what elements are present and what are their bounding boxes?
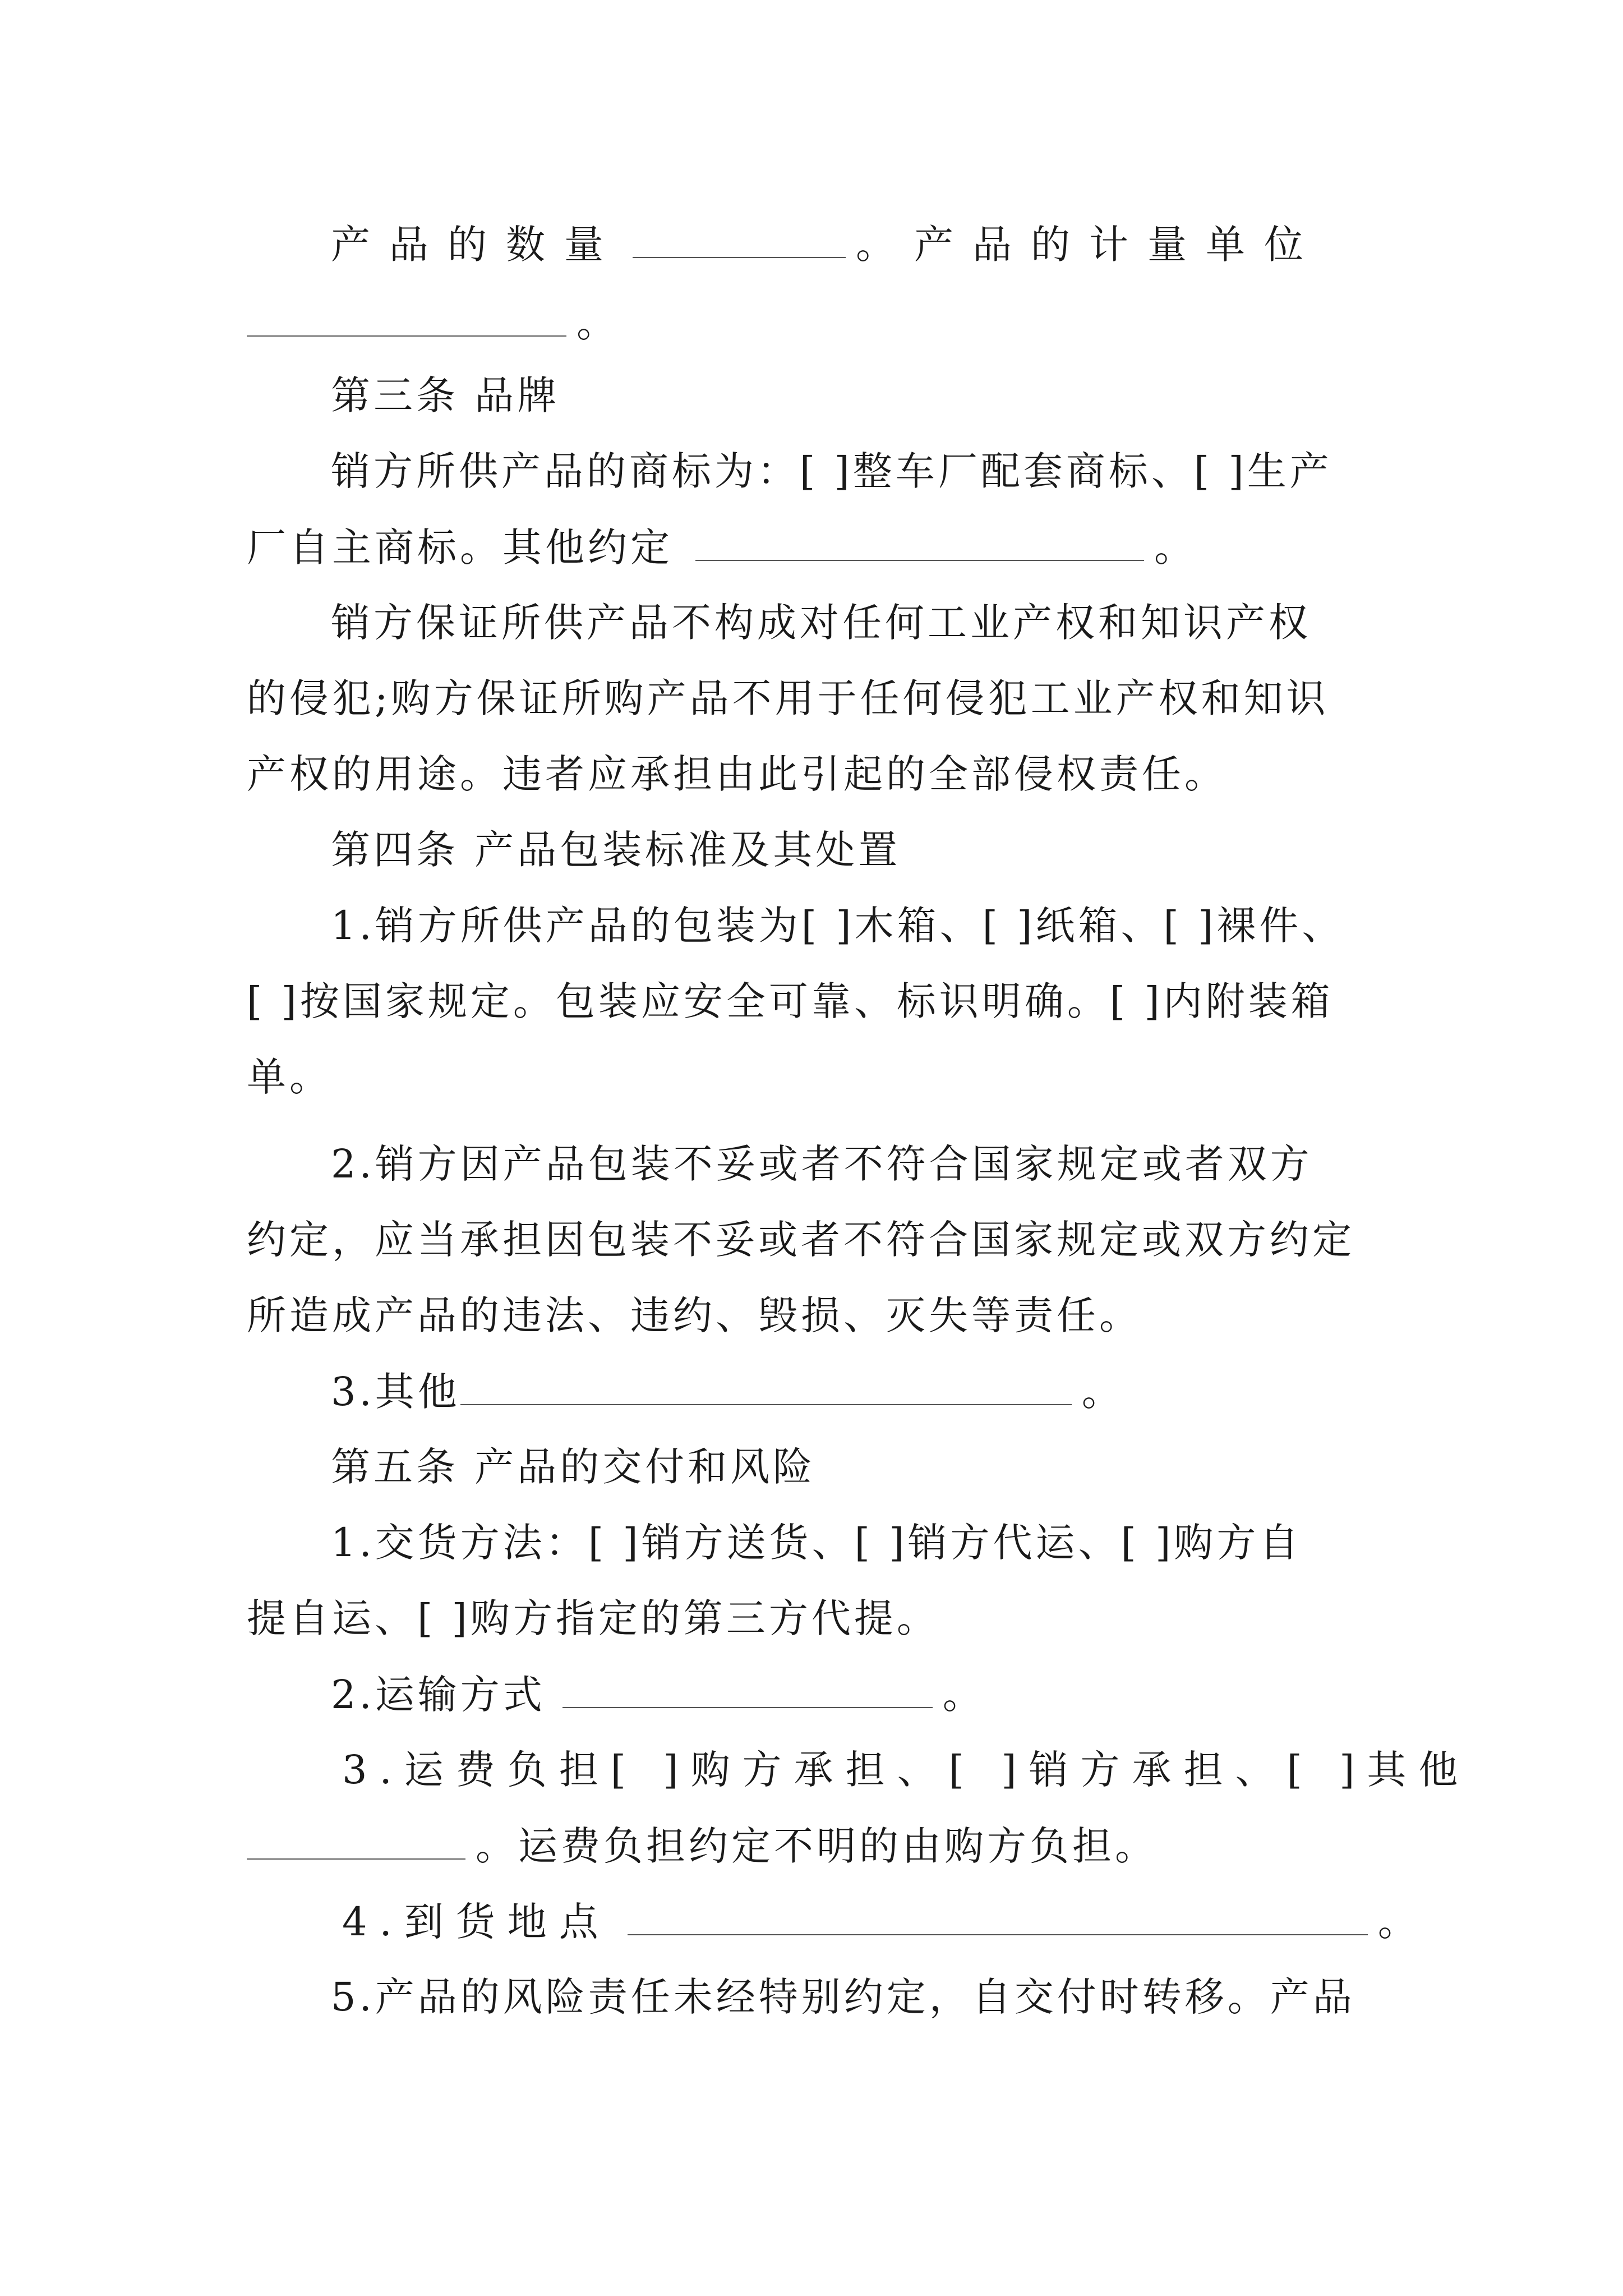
text-segment: 2.运输方式 bbox=[331, 1672, 546, 1718]
text-line bbox=[342, 1899, 1430, 1945]
text-line bbox=[247, 300, 619, 346]
text-segment: 。运费负担约定不明的由购方负担。 bbox=[476, 1823, 1158, 1869]
text-line: 销方保证所供产品不构成对任何工业产权和知识产权 bbox=[331, 600, 1311, 646]
text-line bbox=[331, 1369, 1124, 1415]
text-line: 单。 bbox=[247, 1054, 332, 1100]
section-heading: 第三条 品牌 bbox=[331, 372, 560, 418]
text-line: 提自运、[ ]购方指定的第三方代提。 bbox=[247, 1595, 939, 1641]
text-line: 2.销方因产品包装不妥或者不符合国家规定或者双方 bbox=[331, 1141, 1313, 1187]
fill-blank[interactable] bbox=[247, 1826, 465, 1860]
text-line: 1.交货方法：[ ]销方送货、[ ]销方代运、[ ]购方自 bbox=[331, 1520, 1302, 1566]
text-segment: 。产品的计量单位 bbox=[856, 222, 1322, 268]
fill-blank[interactable] bbox=[633, 224, 846, 258]
text-segment: 产品的数量 bbox=[331, 222, 623, 268]
text-segment: 厂自主商标。其他约定 bbox=[247, 524, 673, 570]
fill-blank[interactable] bbox=[460, 1372, 1072, 1405]
text-segment: 。 bbox=[1377, 1899, 1430, 1945]
text-segment: 。 bbox=[577, 300, 619, 346]
text-line bbox=[247, 524, 1197, 570]
text-line: 5.产品的风险责任未经特别约定，自交付时转移。产品 bbox=[331, 1974, 1355, 2020]
section-heading: 第五条 产品的交付和风险 bbox=[331, 1444, 816, 1490]
fill-blank[interactable] bbox=[562, 1674, 933, 1708]
text-segment: 。 bbox=[942, 1672, 985, 1718]
text-line: 的侵犯;购方保证所购产品不用于任何侵犯工业产权和知识 bbox=[247, 675, 1329, 721]
fill-blank[interactable] bbox=[628, 1902, 1368, 1935]
text-line bbox=[331, 1672, 985, 1718]
fill-blank[interactable] bbox=[695, 527, 1144, 561]
text-line: 3.运费负担[ ]购方承担、[ ]销方承担、[ ]其他 bbox=[342, 1747, 1470, 1793]
text-segment: 。 bbox=[1154, 524, 1197, 570]
text-segment: 4.到货地点 bbox=[342, 1899, 611, 1945]
text-line: [ ]按国家规定。包装应安全可靠、标识明确。[ ]内附装箱 bbox=[247, 978, 1334, 1024]
text-line bbox=[331, 222, 1322, 268]
text-line: 约定，应当承担因包装不妥或者不符合国家规定或双方约定 bbox=[247, 1217, 1355, 1263]
fill-blank[interactable] bbox=[247, 303, 566, 337]
text-line: 1.销方所供产品的包装为[ ]木箱、[ ]纸箱、[ ]裸件、 bbox=[331, 903, 1345, 949]
text-segment: 。 bbox=[1081, 1369, 1124, 1415]
text-line bbox=[247, 1823, 1158, 1869]
text-line: 所造成产品的违法、违约、毁损、灭失等责任。 bbox=[247, 1292, 1142, 1338]
text-line: 产权的用途。违者应承担由此引起的全部侵权责任。 bbox=[247, 751, 1227, 797]
section-heading: 第四条 产品包装标准及其处置 bbox=[331, 827, 901, 873]
text-segment: 3.其他 bbox=[331, 1369, 460, 1415]
text-line: 销方所供产品的商标为：[ ]整车厂配套商标、[ ]生产 bbox=[331, 448, 1332, 494]
